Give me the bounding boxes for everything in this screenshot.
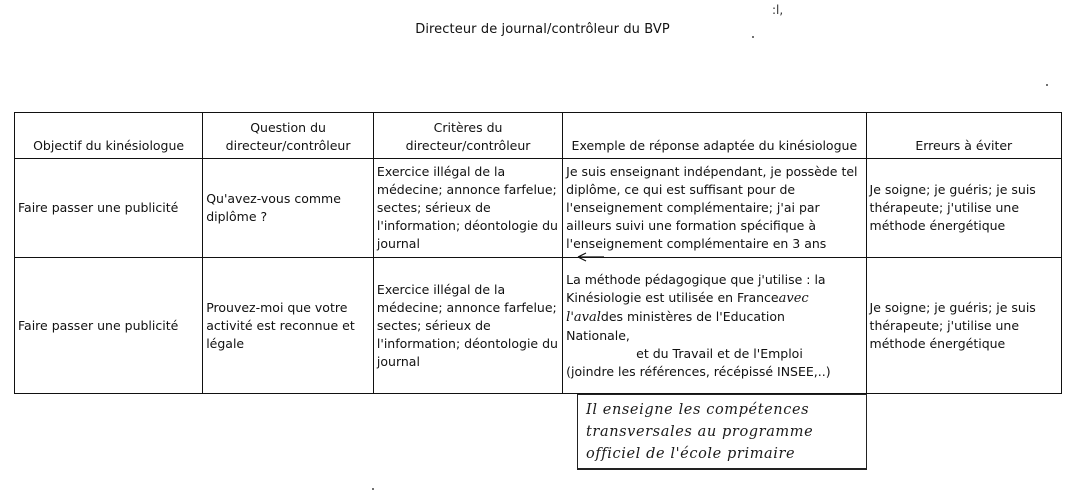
header-errors: Erreurs à éviter (866, 113, 1061, 159)
example-line: (joindre les références, récépissé INSEE,..) (566, 363, 831, 379)
insert-arrow-icon (576, 251, 606, 263)
header-objective: Objectif du kinésiologue (15, 113, 203, 159)
objective-cell: Faire passer une publicité (15, 258, 203, 394)
example-line: Nationale, (566, 327, 630, 343)
handwritten-insert: l'aval (566, 309, 601, 325)
scan-speck (372, 488, 374, 490)
handwritten-note-line: Il enseigne les compétences (586, 402, 810, 418)
handwritten-insert: avec (778, 290, 809, 306)
handwritten-note (577, 394, 867, 470)
scan-speck (1046, 84, 1048, 86)
handwritten-note-line: transversales au programme (586, 424, 814, 440)
table-row (15, 258, 1062, 394)
question-cell: Qu'avez-vous comme diplôme ? (203, 159, 374, 258)
guidance-table (14, 112, 1062, 394)
page-title: Directeur de journal/contrôleur du BVP (415, 22, 670, 37)
handwritten-note-line: officiel de l'école primaire (586, 446, 796, 462)
example-cell: Je suis enseignant indépendant, je possède tel diplôme, ce qui est suffisant pour de l'enseignement complémentaire; j'ai par ailleurs suivi une formation spécifique à l'enseignement complémentaire en 3 ans (563, 159, 866, 258)
example-line: La méthode pédagogique que j'utilise : la (566, 271, 826, 287)
table-row (15, 159, 1062, 258)
criteria-cell: Exercice illégal de la médecine; annonce farfelue; sectes; sérieux de l'information; déontologie du journal (373, 258, 562, 394)
errors-cell: Je soigne; je guéris; je suis thérapeute; j'utilise une méthode énergétique (866, 258, 1061, 394)
example-cell (563, 258, 866, 394)
example-line: et du Travail et de l'Emploi (636, 345, 803, 361)
scan-speck (752, 36, 754, 38)
question-cell: Prouvez-moi que votre activité est reconnue et légale (203, 258, 374, 394)
example-text: des ministères de l'Education (600, 308, 785, 324)
header-question: Question du directeur/contrôleur (203, 113, 374, 159)
criteria-cell: Exercice illégal de la médecine; annonce farfelue; sectes; sérieux de l'information; déontologie du journal (373, 159, 562, 258)
header-example: Exemple de réponse adaptée du kinésiologue (563, 113, 866, 159)
header-criteria: Critères du directeur/contrôleur (373, 113, 562, 159)
example-line (566, 289, 862, 308)
corner-mark: :l, (772, 3, 784, 17)
objective-cell: Faire passer une publicité (15, 159, 203, 258)
example-line (566, 308, 862, 327)
table-header-row (15, 113, 1062, 159)
errors-cell: Je soigne; je guéris; je suis thérapeute; j'utilise une méthode énergétique (866, 159, 1061, 258)
example-text: Kinésiologie est utilisée en France (566, 289, 779, 305)
